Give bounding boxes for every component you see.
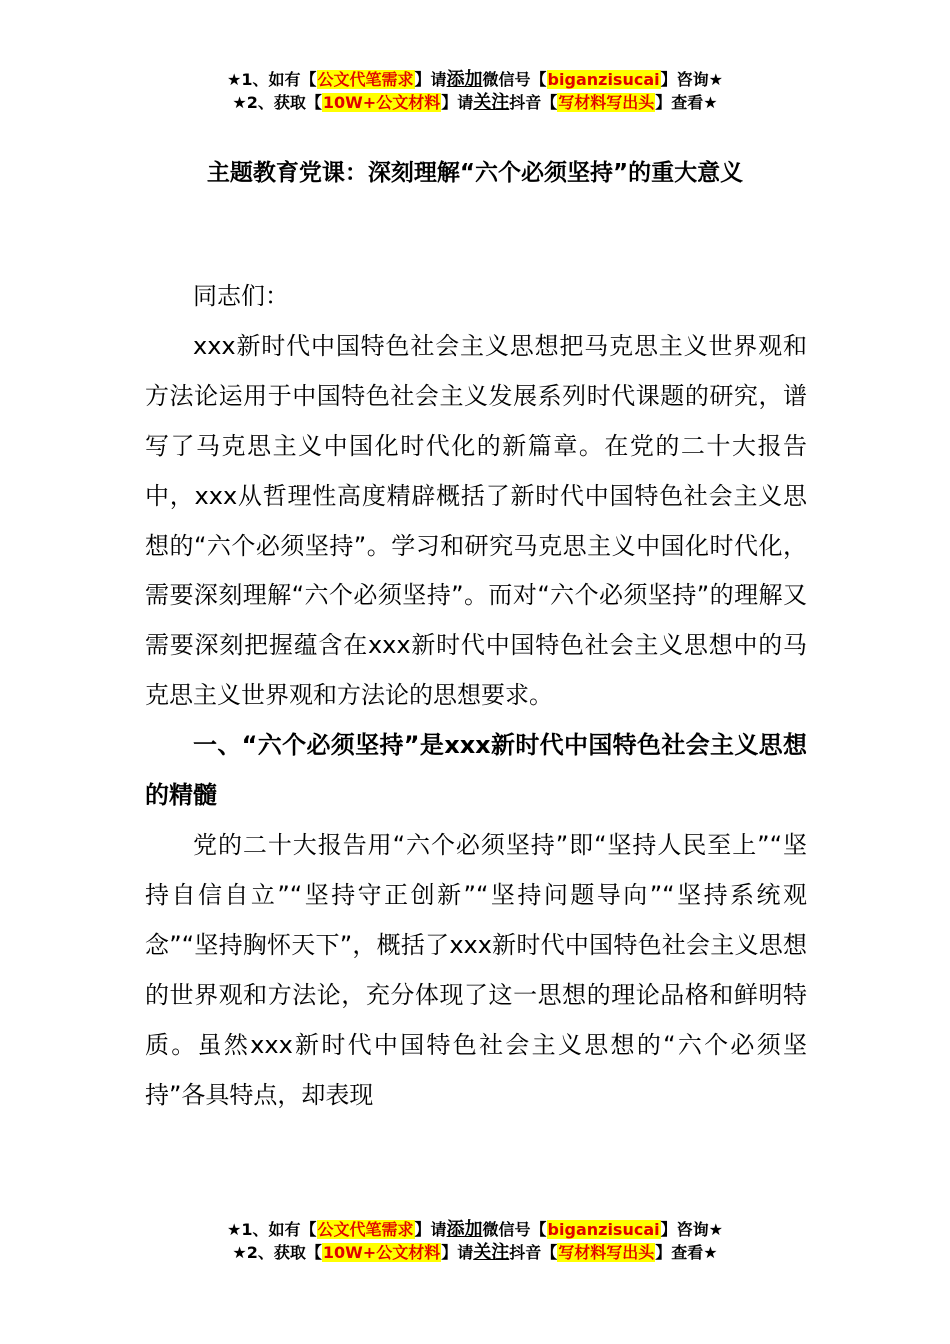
greeting: 同志们：	[193, 282, 289, 310]
banner-highlight: 写材料写出头	[558, 1243, 655, 1262]
banner-highlight: 公文代笔需求	[317, 70, 414, 89]
banner-underlined: 关注	[473, 1242, 510, 1263]
footer-banner	[0, 1218, 950, 1264]
banner-text: 抖音【	[509, 1243, 558, 1262]
banner-text: 】查看★	[655, 93, 718, 112]
banner-underlined: 添加	[446, 69, 483, 90]
banner-line-2	[0, 91, 950, 114]
banner-highlight: biganzisucai	[547, 70, 660, 89]
document-body	[145, 272, 807, 1120]
banner-text: 】请	[414, 70, 447, 89]
section-heading: 一、“六个必须坚持”是xxx新时代中国特色社会主义思想的精髓	[145, 731, 807, 810]
banner-text: ★2、获取【	[232, 1243, 322, 1262]
paragraph: xxx新时代中国特色社会主义思想把马克思主义世界观和方法论运用于中国特色社会主义发展系列时代课题的研究，谱写了马克思主义中国化时代化的新篇章。在党的二十大报告中，xxx从哲理性高度精辟概括了新时代中国特色社会主义思想的“六个必须坚持”。学习和研究马克思主义中国化时代化，需要深刻理解“六个必须坚持”。而对“六个必须坚持”的理解又需要深刻把握蕴含在xxx新时代中国特色社会主义思想中的马克思主义世界观和方法论的思想要求。	[145, 331, 807, 710]
banner-line-1	[0, 1218, 950, 1241]
banner-underlined: 关注	[473, 92, 510, 113]
banner-text: ★2、获取【	[232, 93, 322, 112]
banner-text: 】请	[441, 93, 474, 112]
banner-highlight: 10W+公文材料	[322, 1243, 441, 1262]
banner-highlight: 公文代笔需求	[317, 1220, 414, 1239]
banner-highlight: 写材料写出头	[558, 93, 655, 112]
banner-text: ★1、如有【	[227, 1220, 317, 1239]
header-banner	[0, 68, 950, 114]
banner-text: 】咨询★	[660, 70, 723, 89]
banner-text: 抖音【	[509, 93, 558, 112]
banner-line-2	[0, 1241, 950, 1264]
banner-line-1	[0, 68, 950, 91]
banner-text: ★1、如有【	[227, 70, 317, 89]
banner-text: 】查看★	[655, 1243, 718, 1262]
banner-text: 微信号【	[482, 70, 547, 89]
banner-text: 】请	[441, 1243, 474, 1262]
banner-text: 】咨询★	[660, 1220, 723, 1239]
paragraph: 党的二十大报告用“六个必须坚持”即“坚持人民至上”“坚持自信自立”“坚持守正创新”“坚持问题导向”“坚持系统观念”“坚持胸怀天下”，概括了xxx新时代中国特色社会主义思想的世界观和方法论，充分体现了这一思想的理论品格和鲜明特质。虽然xxx新时代中国特色社会主义思想的“六个必须坚持”各具特点，却表现	[145, 830, 807, 1109]
banner-highlight: 10W+公文材料	[322, 93, 441, 112]
document-title: 主题教育党课：深刻理解“六个必须坚持”的重大意义	[206, 160, 744, 186]
banner-text: 微信号【	[482, 1220, 547, 1239]
banner-underlined: 添加	[446, 1219, 483, 1240]
banner-text: 】请	[414, 1220, 447, 1239]
banner-highlight: biganzisucai	[547, 1220, 660, 1239]
